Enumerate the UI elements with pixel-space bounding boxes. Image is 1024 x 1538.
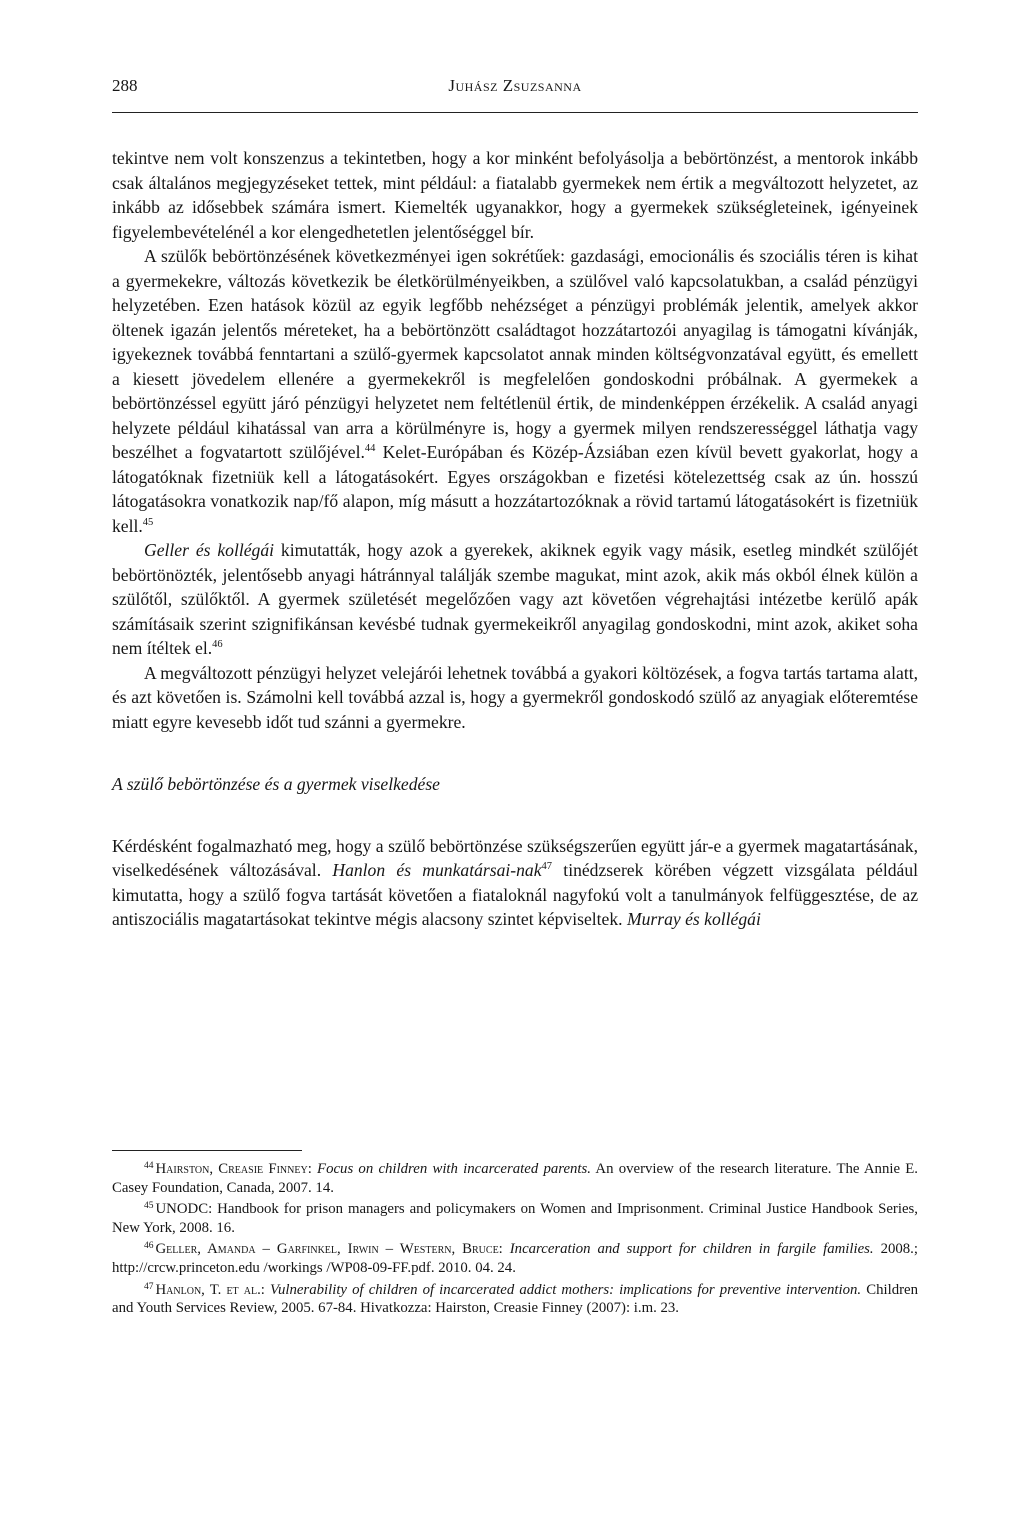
paragraph: tekintve nem volt konszenzus a tekintetben, hogy a kor minként befolyásolja a bebörtönzést, a mentorok inkább csak általános megjegyzéseket tettek, mint például: a fiatalabb gyermekek nem értik a megváltozott helyzetet, az inkább az idősebbek számára ismert. Kiemelték ugyanakkor, hogy a gyermekek szükségleteinek, igényeinek figyelembevételénél a kor elengedhetetlen jelentőséggel bír. xyxy=(112,148,918,242)
footnote: $^{47}$ Hanlon, T. et al.: Vulnerability of children of incarcerated addict mothers: implications for preventive intervention. Children and Youth Services Review, 2005. 67-84. Hivatkozza: Hairston, Creasie Finney (2007): i.m. 23. xyxy=(112,1281,919,1317)
footnote-rule xyxy=(112,1150,302,1151)
section-heading: A szülő bebörtönzése és a gyermek viselkedése xyxy=(112,774,440,794)
page-number: 288 xyxy=(112,76,138,95)
footnote: $^{44}$ Hairston, Creasie Finney: Focus on children with incarcerated parents. An overview of the research literature. The Annie E. Casey Foundation, Canada, 2007. 14. xyxy=(112,1161,918,1196)
page-header xyxy=(112,76,918,102)
footnote-ref[interactable]: 44 xyxy=(364,443,376,454)
paragraph: A szülők bebörtönzésének következményei igen sokrétűek: gazdasági, emocionális és szociális téren is kihat a gyermekekre, változás következik be életkörülményeikben, a szülővel való kapcsolatukban, a család pénzügyi helyzetében. Ezen hatások közül az egyik legfőbb nehézséget a pénzügyi problémák jelentik, amelyek akkor öltenek igazán jelentős méreteket, ha a bebörtönzött családtagot hozzátartozói anyagilag is támogatni kívánják, igyekeznek továbbá fenntartani a szülő-gyermek kapcsolatot annak minden költségvonzatával együtt, és emellett a kiesett jövedelem ellenére a gyermekekről is megfelelően gondoskodni próbálnak. A gyermekek a bebörtönzéssel együtt járó pénzügyi helyzetet nem feltétlenül értik, de mindenképpen érzékelik. A család anyagi helyzete például kihatással van arra a körülményre is, hogy a gyermek milyen rendszerességgel láthatja vagy beszélhet a fogvatartott szülőjével.$^{44}$ Kelet-Európában és Közép-Ázsiában ezen kívül bevett gyakorlat, hogy a látogatóknak fizetniük kell a látogatásokért. Egyes országokban e fizetési kötelezettség csak az ún. hosszú látogatásokra vonatkozik nap/fő alapon, míg másutt a hozzátartozóknak a rövid tartamú látogatásokért is fizetniük kell.$^{45}$ xyxy=(112,246,918,536)
body-text xyxy=(112,146,918,932)
footnote-ref[interactable]: 45 xyxy=(142,516,154,528)
paragraph: Kérdésként fogalmazható meg, hogy a szülő bebörtönzése szükségszerűen együtt jár-e a gyermek magatartásának, viselkedésének változásával. Hanlon és munkatársai-nak$^{47}$ tinédzserek körében végzett vizsgálata például kimutatta, hogy a szülő fogva tartását követően a fiataloknál nagyfokú volt a tanulmányok felfüggesztése, de az antiszociális magatartásokat tekintve mégis alacsony szintet képviseltek. Murray és kollégái xyxy=(112,835,919,929)
paragraph: Geller és kollégái kimutatták, hogy azok a gyerekek, akiknek egyik vagy másik, esetleg mindkét szülőjét bebörtönözték, jelentősebb anyagi hátránnyal találják szembe magukat, mint azok, akik más okból élnek külön a szülőtől, szülőktől. A gyermek születését megelőzően vagy azt követően végrehajtási intézetbe kerülő apák számításaik szerint szignifikánsan kevésbé tudnak gyermekeikről anyagilag gondoskodni, mint azok, akiket soha nem ítéltek el.$^{46}$ xyxy=(112,540,918,658)
footnote-ref[interactable]: 46 xyxy=(212,639,223,650)
paragraph: A megváltozott pénzügyi helyzet velejárói lehetnek továbbá a gyakori költözések, a fogva tartás tartama alatt, és azt követően is. Számolni kell továbbá azzal is, hogy a gyermekről gondoskodó szülő az anyagiak előteremtése miatt egyre kevesebb időt tud szánni a gyermekre. xyxy=(112,662,918,732)
author-emphasis: Murray és kollégái xyxy=(626,909,761,929)
footnote-ref[interactable]: 47 xyxy=(541,861,553,872)
author-emphasis: Hanlon és munkatársai-nak xyxy=(332,860,542,880)
footnotes xyxy=(112,1160,918,1321)
footnote: $^{45}$ UNODC: Handbook for prison managers and policymakers on Women and Imprisonment. Criminal Justice Handbook Series, New York, 2008. 16. xyxy=(112,1201,918,1236)
running-head: Juhász Zsuzsanna xyxy=(448,76,582,95)
author-emphasis: Geller és kollégái xyxy=(144,540,275,560)
header-rule xyxy=(112,112,918,113)
footnote: $^{46}$ Geller, Amanda – Garfinkel, Irwin – Western, Bruce: Incarceration and support for children in fargile families. 2008.; http://crcw.princeton.edu /workings /WP08-09-FF.pdf. 2010. 04. 24. xyxy=(112,1241,918,1276)
